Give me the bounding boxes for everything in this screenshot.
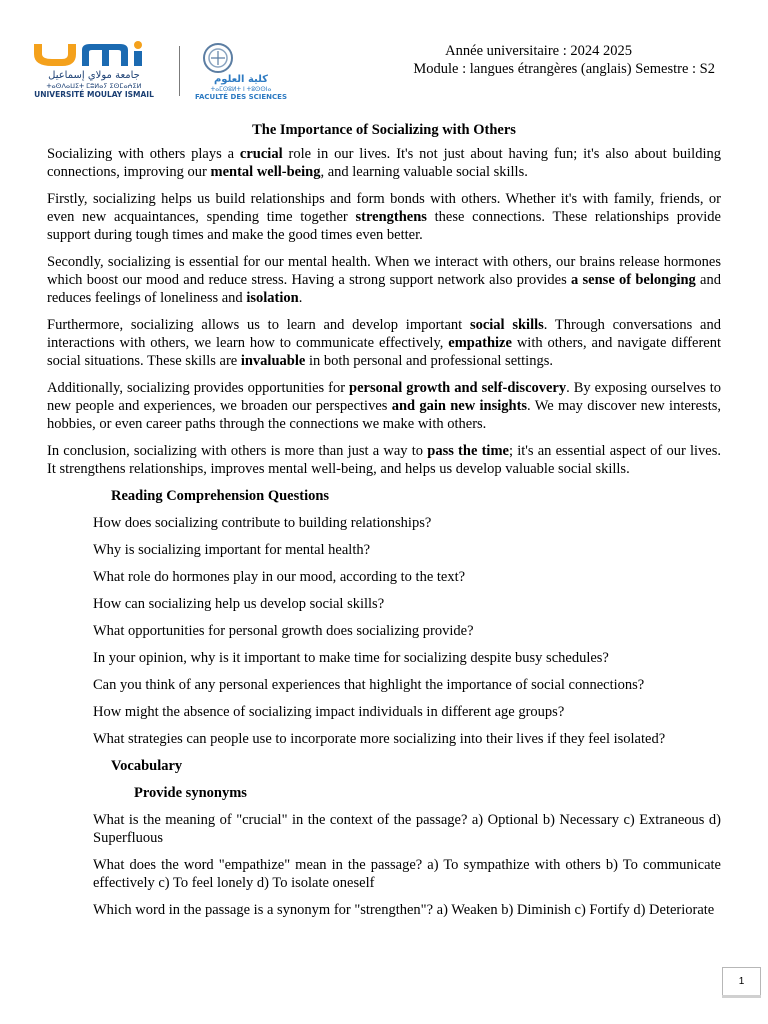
emphasized-term: crucial <box>239 146 283 162</box>
question-item: Why is socializing important for mental health? <box>93 542 371 558</box>
emphasized-term: mental well-being <box>210 164 321 180</box>
emphasized-term: social skills <box>469 317 544 333</box>
paragraph-text: In conclusion, socializing with others is more than just a way to <box>47 443 428 459</box>
passage-paragraph <box>47 145 721 181</box>
emphasized-term: empathize <box>448 335 512 351</box>
paragraph-text: with others, and navigate different social situations. These skills are <box>47 335 721 369</box>
vocabulary-heading: Vocabulary <box>111 758 183 774</box>
passage-paragraph <box>47 379 721 433</box>
emphasized-term: strengthens <box>355 209 427 225</box>
paragraph-text: . We may discover new interests, hobbies, or even career paths through the connections we make with others. <box>47 398 721 432</box>
reading-passage <box>47 145 721 478</box>
paragraph-text: . By exposing ourselves to new people and experiences, we broaden our perspectives <box>47 380 721 414</box>
document-title: The Importance of Socializing with Others <box>252 122 516 138</box>
emphasized-term: invaluable <box>240 353 306 369</box>
paragraph-text: . Through conversations and interactions with others, we learn how to communicate effectively, <box>47 317 721 351</box>
faculty-logo <box>188 42 294 100</box>
page-number: 1 <box>722 967 761 996</box>
question-item: What strategies can people use to incorporate more socializing into their lives if they feel isolated? <box>93 731 666 747</box>
comprehension-questions <box>47 514 721 748</box>
question-item: How might the absence of socializing impact individuals in different age groups? <box>93 704 565 720</box>
question-item: In your opinion, why is it important to make time for socializing despite busy schedules? <box>93 650 609 666</box>
emphasized-term: and gain new insights <box>391 398 528 414</box>
document-body <box>47 121 721 928</box>
question-item: Can you think of any personal experiences that highlight the importance of social connections? <box>93 677 645 693</box>
vocabulary-questions <box>47 811 721 919</box>
page-number-shadow <box>722 995 761 998</box>
svg-text:FACULTÉ DES SCIENCES: FACULTÉ DES SCIENCES <box>195 93 287 100</box>
paragraph-text: Furthermore, socializing allows us to learn and develop important <box>47 317 470 333</box>
vocabulary-question-item: Which word in the passage is a synonym for "strengthen"? a) Weaken b) Diminish c) Fortify d) Deteriorate <box>93 902 715 918</box>
logo-divider <box>179 46 180 96</box>
vocabulary-question-item: What does the word "empathize" mean in the passage? a) To sympathize with others b) To communicate effectively c) To feel lonely d) To isolate oneself <box>93 857 721 891</box>
paragraph-text: these connections. These relationships provide support during tough times and make the good times even better. <box>47 209 721 243</box>
paragraph-text: and reduces feelings of loneliness and <box>47 272 721 306</box>
svg-text:كلية العلوم: كلية العلوم <box>213 74 269 85</box>
paragraph-text: Secondly, socializing is essential for our mental health. When we interact with others, our brains release hormones which boost our mood and reduce stress. Having a strong support network also provides <box>47 254 721 288</box>
paragraph-text: Firstly, socializing helps us build relationships and form bonds with others. Whether it's with family, friends, or even new acquaintances, spending time together <box>47 191 721 225</box>
paragraph-text: , and learning valuable social skills. <box>320 164 528 180</box>
comprehension-heading: Reading Comprehension Questions <box>111 488 330 504</box>
question-item: How does socializing contribute to building relationships? <box>93 515 432 531</box>
svg-text:جامعة مولاي إسماعيل: جامعة مولاي إسماعيل <box>48 70 140 81</box>
paragraph-text: . <box>298 290 303 306</box>
svg-text:ⵜⴰⵎⵙⵓⵍⵜ ⵏ ⵜⵓⵙⵙⵏⴰ: ⵜⴰⵎⵙⵓⵍⵜ ⵏ ⵜⵓⵙⵙⵏⴰ <box>210 86 272 93</box>
passage-paragraph <box>47 442 721 478</box>
document-header-info <box>360 42 715 78</box>
paragraph-text: ; it's an essential aspect of our lives. It strengthens relationships, improves mental well-being, and helps us develop valuable social skills. <box>47 443 721 477</box>
university-logo <box>24 40 164 100</box>
academic-year: Année universitaire : 2024 2025 <box>445 43 632 59</box>
emphasized-term: isolation <box>246 290 299 306</box>
paragraph-text: Socializing with others plays a <box>47 146 240 162</box>
module-semester: Module : langues étrangères (anglais) Semestre : S2 <box>413 61 715 77</box>
paragraph-text: role in our lives. It's not just about having fun; it's also about building connections, improving our <box>47 146 721 180</box>
passage-paragraph <box>47 316 721 370</box>
emphasized-term: pass the time <box>427 443 509 459</box>
paragraph-text: Additionally, socializing provides opportunities for <box>47 380 350 396</box>
passage-paragraph <box>47 253 721 307</box>
question-item: What role do hormones play in our mood, according to the text? <box>93 569 466 585</box>
svg-text:ⵜⴰⵙⴷⴰⵡⵉⵜ ⵎⵓⵍⴰⵢ ⵉⵙⵎⴰⵄⵉⵍ: ⵜⴰⵙⴷⴰⵡⵉⵜ ⵎⵓⵍⴰⵢ ⵉⵙⵎⴰⵄⵉⵍ <box>46 82 142 90</box>
emphasized-term: personal growth and self-discovery <box>349 380 567 396</box>
emphasized-term: a sense of belonging <box>571 272 696 288</box>
paragraph-text: in both personal and professional settings. <box>305 353 553 369</box>
svg-text:UNIVERSITÉ MOULAY ISMAIL: UNIVERSITÉ MOULAY ISMAIL <box>34 90 154 99</box>
synonyms-subheading: Provide synonyms <box>134 785 247 801</box>
question-item: How can socializing help us develop social skills? <box>93 596 385 612</box>
vocabulary-question-item: What is the meaning of "crucial" in the context of the passage? a) Optional b) Necessary c) Extraneous d) Superfluous <box>93 812 721 846</box>
passage-paragraph <box>47 190 721 244</box>
question-item: What opportunities for personal growth does socializing provide? <box>93 623 474 639</box>
